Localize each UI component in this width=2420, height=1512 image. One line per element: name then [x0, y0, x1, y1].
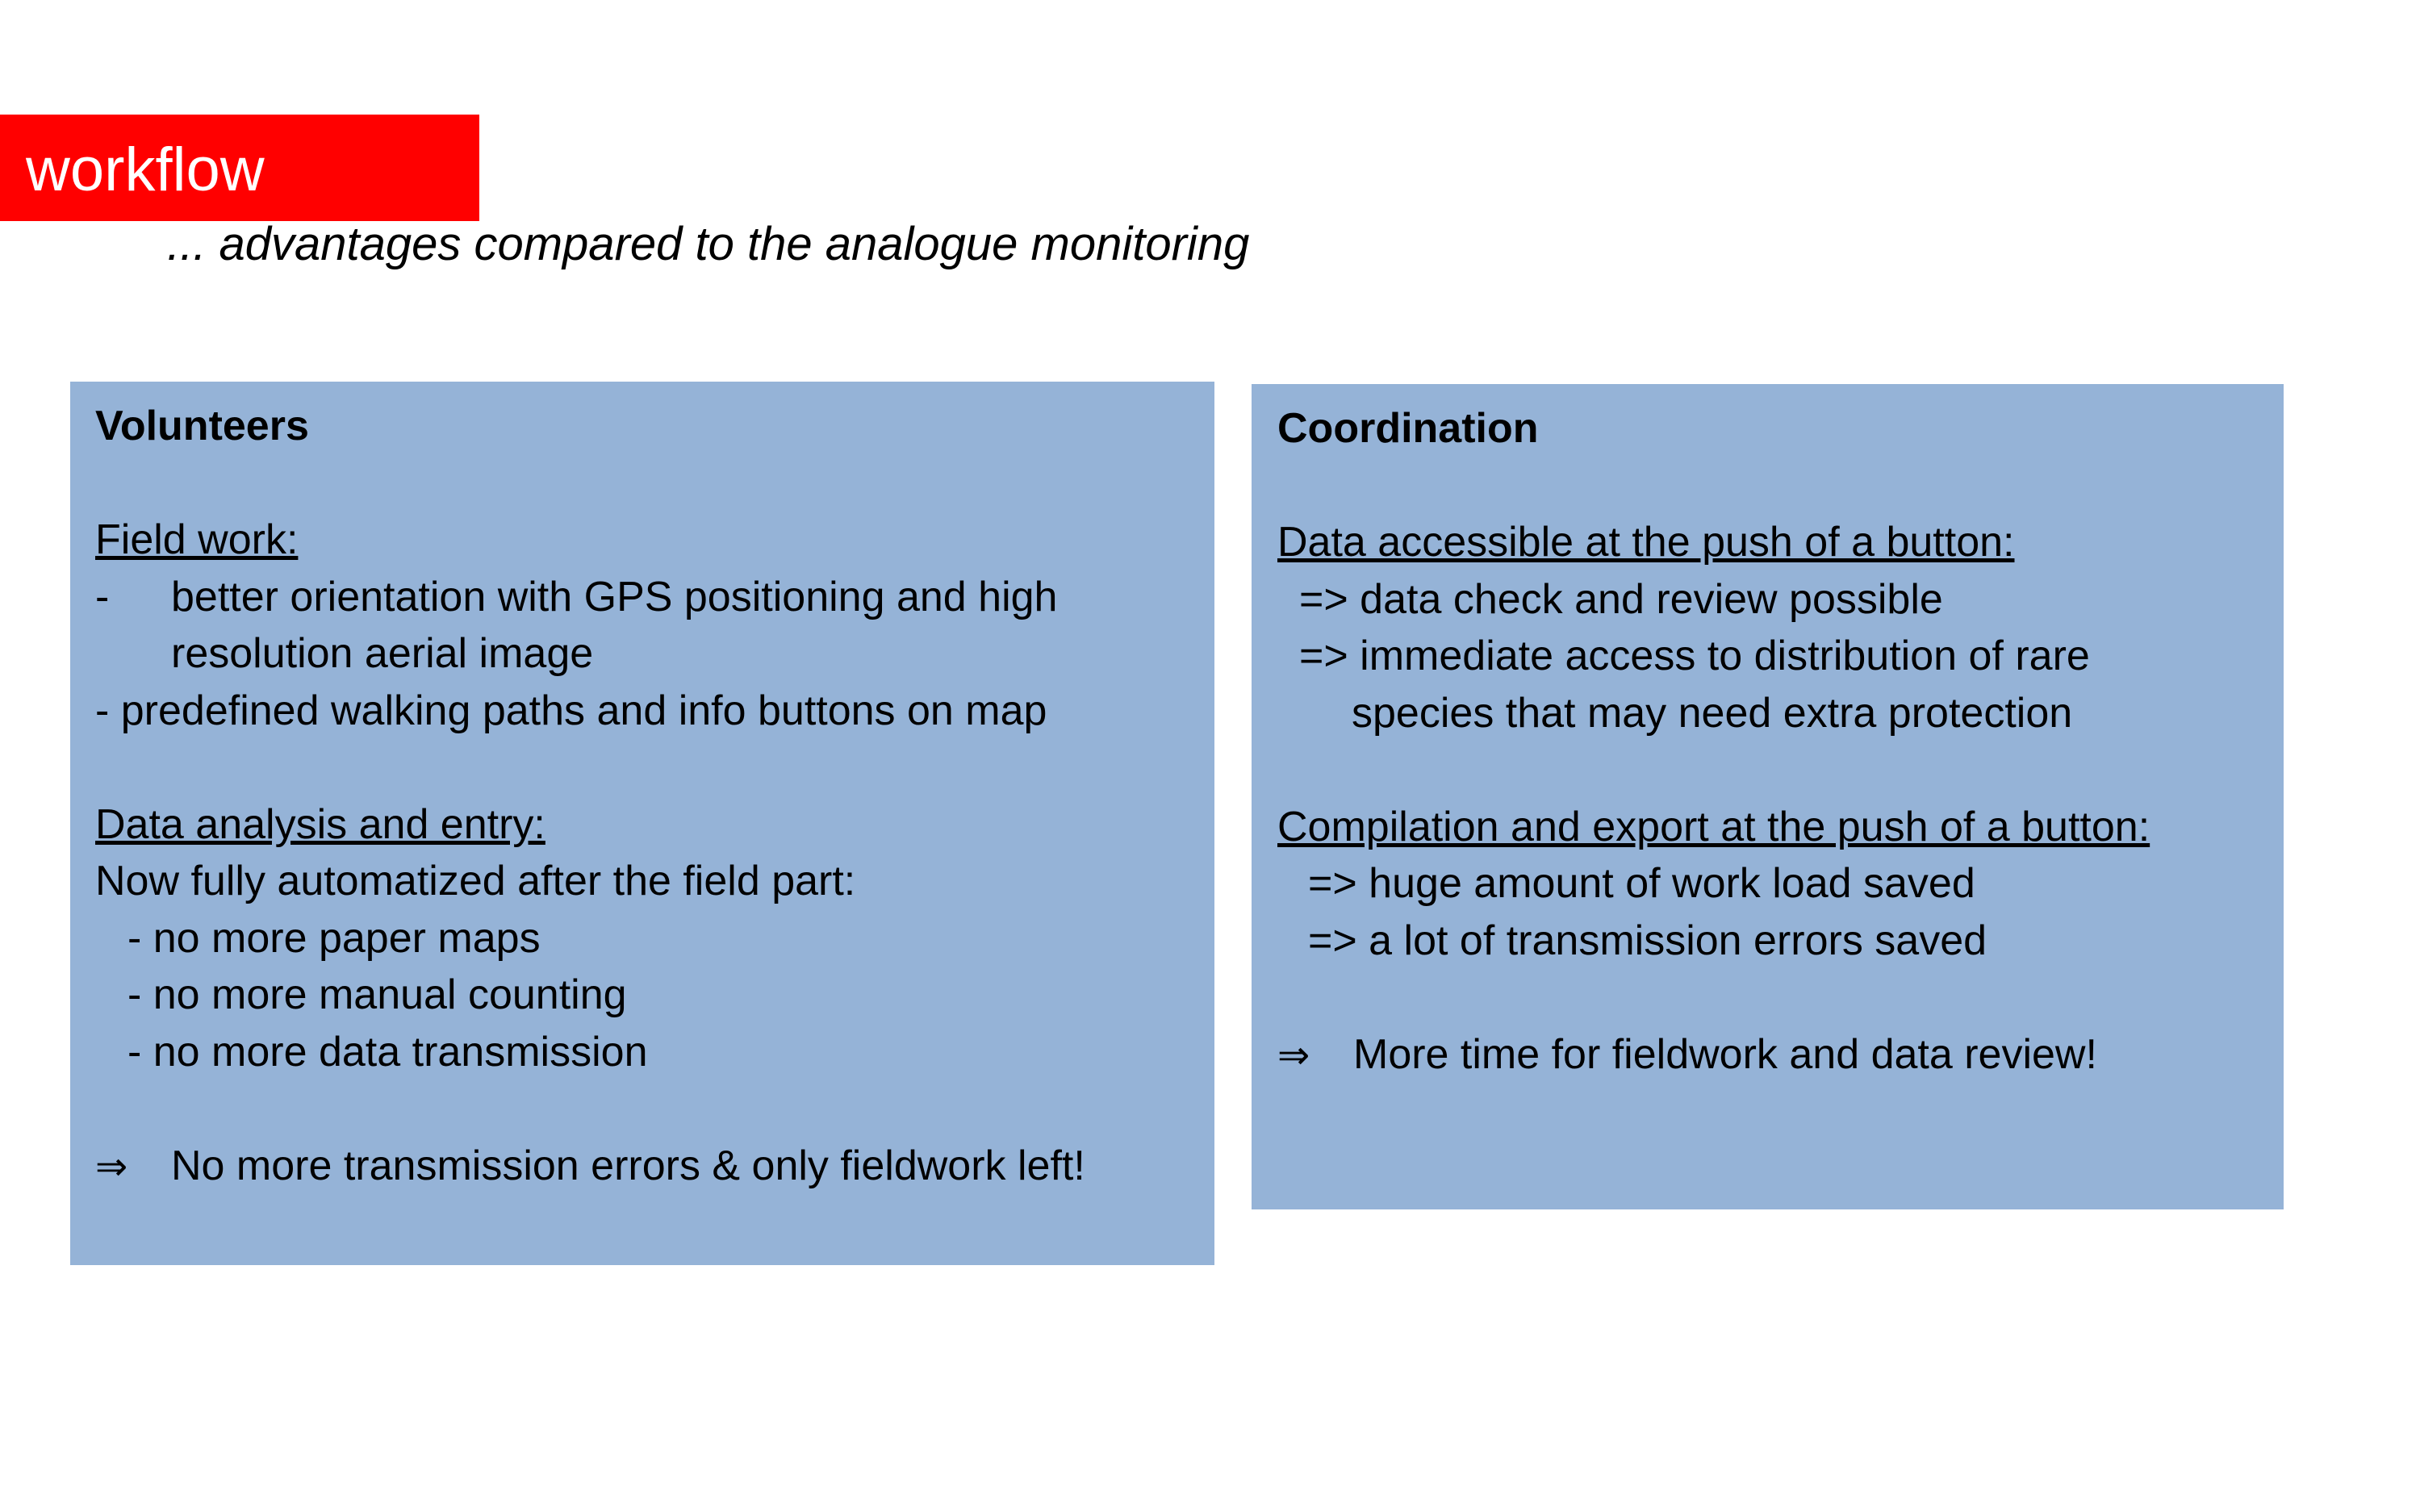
export-item: => a lot of transmission errors saved: [1308, 917, 1987, 964]
spacer: [95, 455, 1214, 512]
volunteers-conclusion: [95, 1138, 1214, 1195]
data-analysis-item: - no more paper maps: [127, 914, 541, 962]
spacer: [95, 739, 1214, 796]
coordination-heading: Coordination: [1277, 405, 1539, 452]
data-access-item-continuation: species that may need extra protection: [1352, 689, 2073, 737]
volunteers-heading: Volunteers: [95, 403, 309, 449]
data-access-heading: Data accessible at the push of a button:: [1277, 519, 2015, 566]
field-work-bullet-1-continuation: resolution aerial image: [171, 630, 594, 677]
field-work-bullet-2: - predefined walking paths and info buttons on map: [95, 687, 1047, 734]
data-access-item: => immediate access to distribution of rare: [1299, 633, 2090, 679]
field-work-bullet-1-text: better orientation with GPS positioning and high: [171, 573, 1058, 620]
slide-subtitle: ... advantages compared to the analogue monitoring: [167, 218, 1250, 270]
spacer: [1277, 741, 2284, 799]
volunteers-conclusion-text: No more transmission errors & only fieldwork left!: [171, 1142, 1085, 1189]
data-analysis-intro: Now fully automatized after the field part:: [95, 858, 856, 904]
implies-arrow-icon: ⇒: [95, 1143, 128, 1189]
spacer: [1277, 969, 2284, 1026]
slide-title: workflow: [26, 136, 265, 204]
export-item: => huge amount of work load saved: [1308, 860, 1975, 907]
spacer: [95, 1080, 1214, 1138]
data-analysis-item: - no more data transmission: [127, 1028, 648, 1076]
spacer: [1277, 457, 2284, 515]
field-work-heading: Field work:: [95, 516, 299, 563]
data-analysis-item: - no more manual counting: [127, 971, 627, 1018]
volunteers-panel: [70, 382, 1214, 1265]
coordination-panel: [1252, 384, 2284, 1209]
bullet-dash: -: [95, 573, 110, 620]
export-heading: Compilation and export at the push of a button:: [1277, 803, 2150, 850]
coordination-conclusion: [1277, 1026, 2284, 1084]
data-analysis-heading: Data analysis and entry:: [95, 800, 545, 848]
field-work-bullet-1: [95, 569, 1214, 626]
coordination-conclusion-text: More time for fieldwork and data review!: [1353, 1030, 2097, 1078]
implies-arrow-icon: ⇒: [1277, 1032, 1310, 1078]
data-access-item: => data check and review possible: [1299, 575, 1943, 623]
title-banner: [0, 115, 479, 221]
